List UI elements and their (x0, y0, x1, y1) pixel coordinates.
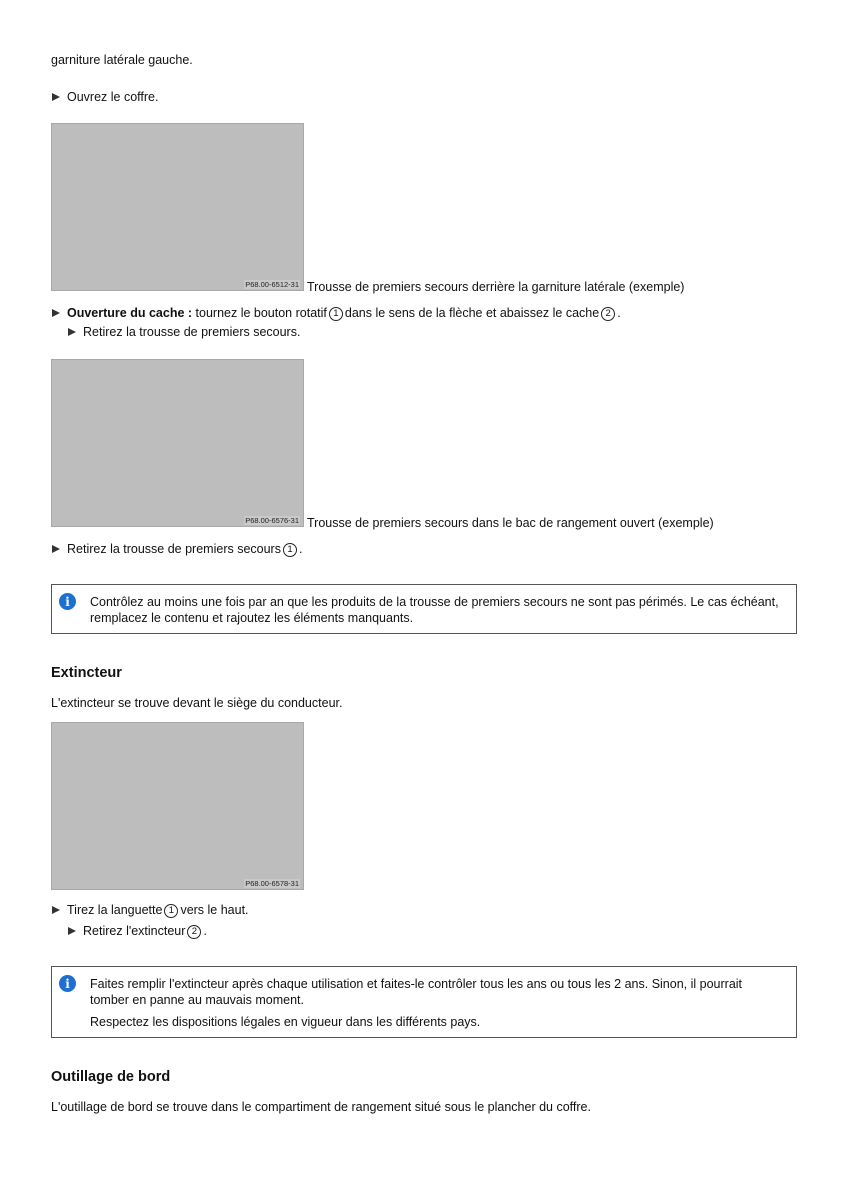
step-pull-tab (52, 902, 249, 918)
intro-line: garniture latérale gauche. (51, 53, 193, 67)
section-heading-tools: Outillage de bord (51, 1069, 171, 1085)
section-intro: L'extincteur se trouve devant le siège du conducteur. (51, 696, 343, 710)
info-box (51, 584, 797, 634)
section-intro: L'outillage de bord se trouve dans le compartiment de rangement situé sous le plancher du coffre. (51, 1100, 591, 1114)
first-aid-storage-bin-photo (51, 359, 304, 527)
step-end: . (203, 924, 207, 938)
marker-1: 1 (283, 543, 297, 557)
triangle-bullet-icon (68, 328, 76, 336)
info-text: Faites remplir l'extincteur après chaque utilisation et faites-le contrôler tous les ans ou tous les 2 ans. Sinon, il pourrait tomber en panne au mauvais moment. (90, 977, 743, 1007)
step-text: Retirez la trousse de premiers secours (67, 542, 281, 556)
substep-remove-kit (68, 324, 300, 340)
info-text: Contrôlez au moins une fois par an que les produits de la trousse de premiers secours ne sont pas périmés. Le cas échéant, remplacez le contenu et rajoutez les éléments manquants. (90, 595, 779, 625)
info-icon: i (59, 593, 76, 610)
step-end: . (298, 542, 303, 556)
marker-1: 1 (164, 904, 178, 918)
step-text: Retirez l'extincteur (83, 924, 186, 938)
info-icon: i (59, 975, 76, 992)
step-open-cover (52, 305, 621, 321)
triangle-bullet-icon (52, 309, 60, 317)
info-text: Respectez les dispositions légales en vigueur dans les différents pays. (90, 1015, 481, 1029)
step-text: dans le sens de la flèche et abaissez le cache (344, 306, 600, 320)
triangle-bullet-icon (52, 93, 60, 101)
step-text: vers le haut. (180, 903, 249, 917)
triangle-bullet-icon (52, 545, 60, 553)
step-open-trunk (52, 89, 158, 105)
step-text: tournez le bouton rotatif (195, 306, 327, 320)
step-text: Retirez la trousse de premiers secours. (83, 325, 301, 339)
step-bold-label: Ouverture du cache : (67, 306, 193, 320)
photo-code: P68.00-6576-31 (245, 516, 299, 525)
fire-extinguisher-photo (51, 722, 304, 890)
photo-caption: Trousse de premiers secours dans le bac de rangement ouvert (exemple) (307, 516, 714, 530)
first-aid-side-trim-photo (51, 123, 304, 291)
substep-remove-extinguisher (68, 923, 207, 939)
photo-code: P68.00-6578-31 (245, 879, 299, 888)
marker-2: 2 (601, 307, 615, 321)
step-end: . (617, 306, 621, 320)
step-remove-kit (52, 541, 302, 557)
photo-code: P68.00-6512-31 (245, 280, 299, 289)
marker-2: 2 (187, 925, 201, 939)
triangle-bullet-icon (52, 906, 60, 914)
marker-1: 1 (329, 307, 343, 321)
step-text: Tirez la languette (67, 903, 163, 917)
section-heading-extinguisher: Extincteur (51, 665, 122, 681)
step-text: Ouvrez le coffre. (67, 90, 159, 104)
triangle-bullet-icon (68, 927, 76, 935)
photo-caption: Trousse de premiers secours derrière la garniture latérale (exemple) (307, 280, 685, 294)
info-box (51, 966, 797, 1038)
